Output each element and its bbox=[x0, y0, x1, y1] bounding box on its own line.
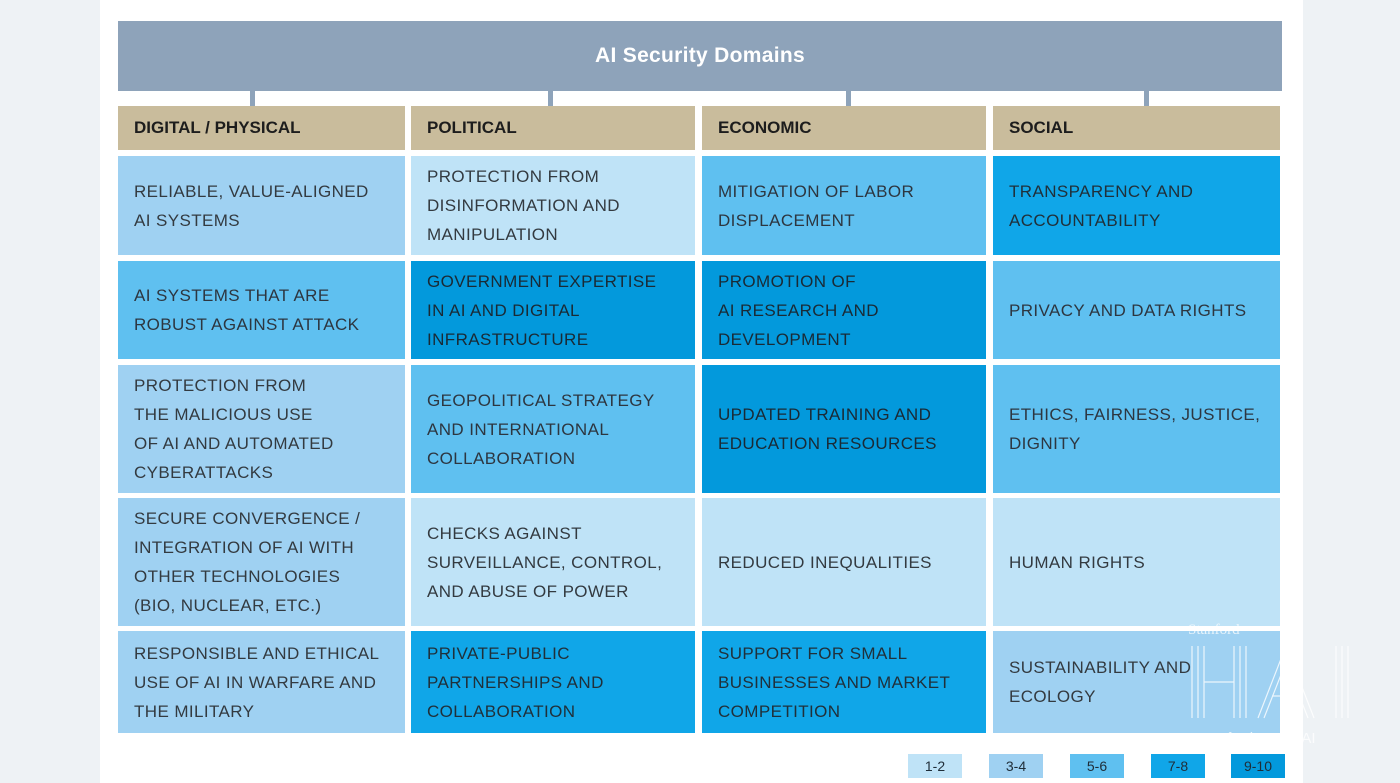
column-header-digital-physical bbox=[118, 106, 405, 150]
domain-cell bbox=[702, 261, 986, 359]
domain-cell-text: ETHICS, FAIRNESS, JUSTICE, DIGNITY bbox=[1009, 405, 1261, 453]
column-header-label: POLITICAL bbox=[427, 118, 517, 137]
domain-cell-text: SUPPORT FOR SMALL BUSINESSES AND MARKET COMPETITION bbox=[718, 643, 951, 721]
domain-cell-text: GOVERNMENT EXPERTISE IN AI AND DIGITAL INFRASTRUCTURE bbox=[427, 271, 657, 349]
slide-title-text: AI Security Domains bbox=[595, 44, 805, 67]
domain-cell-text: SUSTAINABILITY AND ECOLOGY bbox=[1009, 658, 1192, 706]
domain-cell-text: REDUCED INEQUALITIES bbox=[718, 552, 932, 572]
domain-cell-text: TRANSPARENCY AND ACCOUNTABILITY bbox=[1009, 181, 1194, 230]
hai-logo-icon bbox=[1186, 642, 1366, 722]
slide-title bbox=[118, 21, 1282, 91]
legend-item-9-10 bbox=[1231, 754, 1285, 778]
domain-cell-text: PRIVACY AND DATA RIGHTS bbox=[1009, 300, 1247, 320]
domain-cell bbox=[118, 261, 405, 359]
column-header-political bbox=[411, 106, 695, 150]
stanford-hai-watermark bbox=[1186, 622, 1366, 752]
connector-line bbox=[846, 91, 851, 106]
domain-cell bbox=[702, 631, 986, 733]
domain-cell bbox=[993, 261, 1280, 359]
domain-cell-text: SECURE CONVERGENCE / INTEGRATION OF AI WITH OTHER TECHNOLOGIES (BIO, NUCLEAR, ETC.) bbox=[134, 509, 361, 615]
domain-cell bbox=[993, 498, 1280, 626]
column-header-label: DIGITAL / PHYSICAL bbox=[134, 118, 301, 137]
domain-cell-text: RELIABLE, VALUE-ALIGNED AI SYSTEMS bbox=[134, 181, 369, 230]
domain-cell bbox=[411, 156, 695, 255]
domain-cell-text: UPDATED TRAINING AND EDUCATION RESOURCES bbox=[718, 405, 937, 453]
domain-cell bbox=[411, 261, 695, 359]
domain-cell-text: AI SYSTEMS THAT ARE ROBUST AGAINST ATTACK bbox=[134, 286, 360, 334]
domain-cell bbox=[702, 156, 986, 255]
legend-label: 1-2 bbox=[924, 758, 946, 774]
domain-cell bbox=[411, 631, 695, 733]
domain-cell bbox=[118, 365, 405, 493]
connector-line bbox=[1144, 91, 1149, 106]
domain-cell bbox=[411, 498, 695, 626]
domain-cell bbox=[702, 365, 986, 493]
domain-cell bbox=[118, 156, 405, 255]
column-header-label: ECONOMIC bbox=[718, 118, 812, 137]
domain-cell bbox=[993, 365, 1280, 493]
connector-line bbox=[250, 91, 255, 106]
legend-item-7-8 bbox=[1151, 754, 1205, 778]
legend-item-3-4 bbox=[989, 754, 1043, 778]
legend-label: 3-4 bbox=[1005, 758, 1027, 774]
domain-cell bbox=[118, 498, 405, 626]
domain-cell-text: MITIGATION OF LABOR DISPLACEMENT bbox=[718, 181, 915, 230]
domain-cell-text: PRIVATE-PUBLIC PARTNERSHIPS AND COLLABORATION bbox=[427, 643, 604, 721]
connector-line bbox=[548, 91, 553, 106]
legend-label: 5-6 bbox=[1086, 758, 1108, 774]
domain-cell-text: GEOPOLITICAL STRATEGY AND INTERNATIONAL COLLABORATION bbox=[427, 390, 655, 468]
column-header-social bbox=[993, 106, 1280, 150]
domain-cell bbox=[702, 498, 986, 626]
domain-cell-text: RESPONSIBLE AND ETHICAL USE OF AI IN WARFARE AND THE MILITARY bbox=[134, 643, 380, 721]
watermark-stanford-text: Stanford bbox=[1188, 622, 1240, 638]
watermark-hashtag: #StanfordHumanAI bbox=[1188, 730, 1316, 747]
legend-label: 9-10 bbox=[1243, 758, 1273, 774]
legend-item-1-2 bbox=[908, 754, 962, 778]
legend-item-5-6 bbox=[1070, 754, 1124, 778]
column-header-economic bbox=[702, 106, 986, 150]
column-header-label: SOCIAL bbox=[1009, 118, 1074, 137]
domain-cell-text: PROTECTION FROM THE MALICIOUS USE OF AI AND AUTOMATED CYBERATTACKS bbox=[134, 376, 334, 482]
domain-cell-text: CHECKS AGAINST SURVEILLANCE, CONTROL, AND ABUSE OF POWER bbox=[427, 523, 663, 601]
domain-cell bbox=[993, 156, 1280, 255]
legend-label: 7-8 bbox=[1167, 758, 1189, 774]
domain-cell-text: HUMAN RIGHTS bbox=[1009, 552, 1146, 572]
domain-cell-text: PROTECTION FROM DISINFORMATION AND MANIPULATION bbox=[427, 167, 620, 244]
domain-cell-text: PROMOTION OF AI RESEARCH AND DEVELOPMENT bbox=[718, 271, 879, 349]
domain-cell bbox=[411, 365, 695, 493]
domain-cell bbox=[118, 631, 405, 733]
